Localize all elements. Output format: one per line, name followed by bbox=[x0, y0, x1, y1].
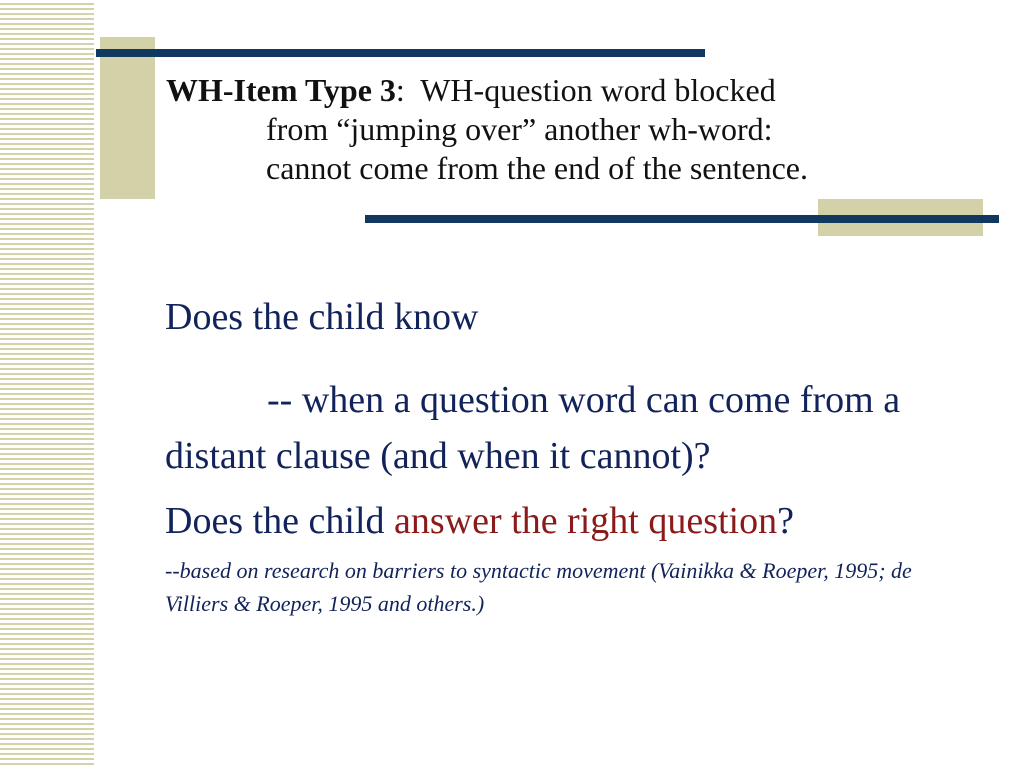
decorative-stripes bbox=[0, 0, 94, 768]
question-distant-clause bbox=[165, 372, 925, 484]
title-label: WH-Item Type 3 bbox=[166, 72, 396, 108]
question-dash: -- bbox=[267, 379, 302, 421]
question-right-highlight: answer the right question bbox=[394, 500, 778, 542]
question-know: Does the child know bbox=[165, 296, 479, 338]
decorative-block-left bbox=[100, 37, 155, 199]
question-distant-clause-text: when a question word can come from a distant clause (and when it cannot)? bbox=[165, 379, 901, 477]
question-right-question bbox=[165, 498, 925, 544]
title-line-2: from “jumping over” another wh-word: bbox=[266, 111, 773, 147]
title-separator: : bbox=[395, 72, 405, 108]
note-text: based on research on barriers to syntactic movement (Vainikka & Roeper, 1995; de Villiers & Roeper, 1995 and others.) bbox=[165, 558, 912, 616]
research-note bbox=[165, 554, 925, 620]
title-underline-rule bbox=[365, 215, 999, 223]
top-rule bbox=[96, 49, 705, 57]
slide-title bbox=[166, 71, 986, 188]
title-line-3: cannot come from the end of the sentence. bbox=[266, 150, 808, 186]
question-right-suffix: ? bbox=[777, 500, 794, 542]
question-right-prefix: Does the child bbox=[165, 500, 395, 542]
note-dashes: -- bbox=[165, 558, 180, 583]
slide-body bbox=[165, 294, 925, 620]
title-line-1: WH-question word blocked bbox=[404, 72, 776, 108]
